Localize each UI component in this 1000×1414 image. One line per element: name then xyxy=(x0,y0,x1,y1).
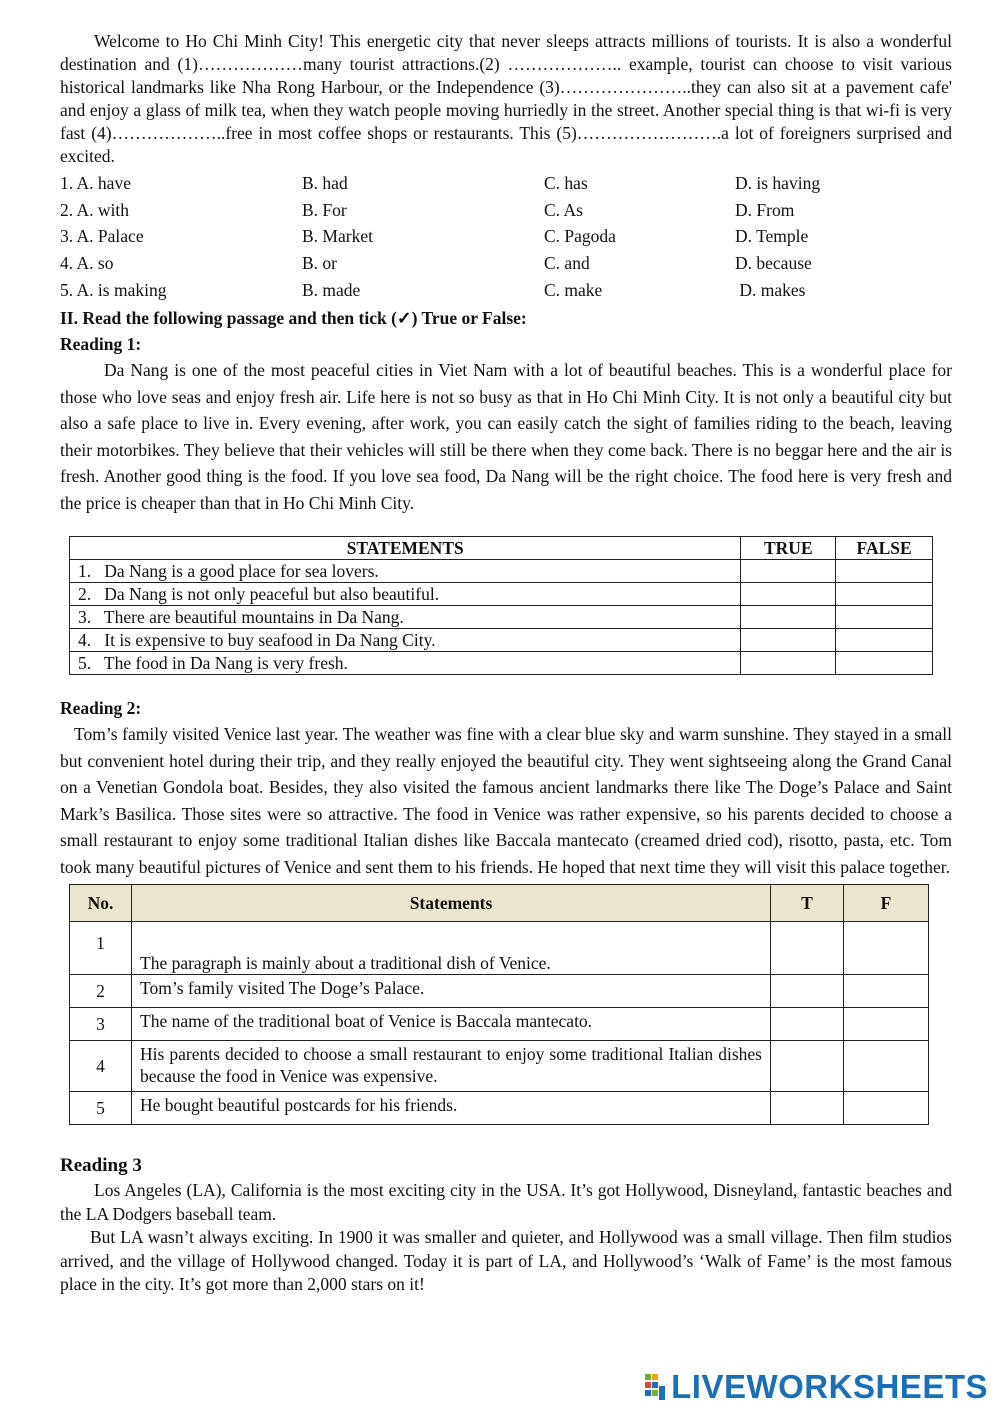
worksheet-page xyxy=(60,30,952,1297)
statement-text: He bought beautiful postcards for his friends. xyxy=(132,1092,771,1125)
option-d[interactable]: D. makes xyxy=(735,279,806,300)
option-d[interactable]: D. because xyxy=(735,252,812,273)
option-a[interactable]: 4. A. so xyxy=(60,252,114,273)
header-no: No. xyxy=(70,885,132,922)
statement-text: The paragraph is mainly about a traditional dish of Venice. xyxy=(132,922,771,975)
statement-text: The name of the traditional boat of Venice is Baccala mantecato. xyxy=(132,1008,771,1041)
option-c[interactable]: C. and xyxy=(544,252,590,273)
option-c[interactable]: C. Pagoda xyxy=(544,226,616,247)
header-statements: STATEMENTS xyxy=(70,537,741,560)
option-a[interactable]: 2. A. with xyxy=(60,199,130,220)
option-c[interactable]: C. As xyxy=(544,199,583,220)
option-d[interactable]: D. is having xyxy=(735,172,821,193)
reading-3-heading: Reading 3 xyxy=(60,1155,142,1177)
liveworksheets-logo xyxy=(645,1368,988,1406)
option-b[interactable]: B. or xyxy=(302,252,337,273)
table-row xyxy=(70,629,933,652)
option-a[interactable]: 3. A. Palace xyxy=(60,226,144,247)
reading-2-heading: Reading 2: xyxy=(60,698,142,719)
true-cell[interactable] xyxy=(741,560,836,583)
option-d[interactable]: D. From xyxy=(735,199,795,220)
true-cell[interactable] xyxy=(771,1041,844,1092)
true-cell[interactable] xyxy=(741,606,836,629)
option-row xyxy=(60,250,952,277)
true-cell[interactable] xyxy=(771,1092,844,1125)
row-number: 2 xyxy=(70,975,132,1008)
section-title: II. Read the following passage and then tick (✓) True or False: xyxy=(60,308,527,329)
statement-text: 5. The food in Da Nang is very fresh. xyxy=(70,652,741,675)
option-a[interactable]: 5. A. is making xyxy=(60,279,167,300)
statement-text: 3. There are beautiful mountains in Da Nang. xyxy=(70,606,741,629)
option-b[interactable]: B. made xyxy=(302,279,361,300)
false-cell[interactable] xyxy=(844,922,929,975)
false-cell[interactable] xyxy=(836,629,933,652)
false-cell[interactable] xyxy=(836,606,933,629)
false-cell[interactable] xyxy=(836,560,933,583)
statement-text: His parents decided to choose a small restaurant to enjoy some traditional Italian dishes because the food in Venice was expensive. xyxy=(132,1041,771,1092)
row-number: 1 xyxy=(70,922,132,975)
statement-text: 2. Da Nang is not only peaceful but also beautiful. xyxy=(70,583,741,606)
false-cell[interactable] xyxy=(836,583,933,606)
table-row xyxy=(70,652,933,675)
option-row xyxy=(60,223,952,250)
header-true: TRUE xyxy=(741,537,836,560)
false-cell[interactable] xyxy=(844,1008,929,1041)
option-row xyxy=(60,197,952,224)
reading-3-paragraph-2: But LA wasn’t always exciting. In 1900 it was smaller and quieter, and Hollywood was a small village. Then film studios arrived, and the village of Hollywood changed. Today it is part of LA, and Hollywood’s ‘Walk of Fame’ is the most famous place in the city. It’s got more than 2,000 stars on it! xyxy=(60,1227,952,1295)
option-a[interactable]: 1. A. have xyxy=(60,172,131,193)
row-number: 4 xyxy=(70,1041,132,1092)
table-row xyxy=(70,975,929,1008)
true-cell[interactable] xyxy=(771,922,844,975)
statement-text: 1. Da Nang is a good place for sea lovers. xyxy=(70,560,741,583)
table-row xyxy=(70,1092,929,1125)
liveworksheets-logo-icon xyxy=(645,1372,667,1402)
answer-options xyxy=(60,170,952,303)
header-statements: Statements xyxy=(132,885,771,922)
row-number: 3 xyxy=(70,1008,132,1041)
logo-text: LIVEWORKSHEETS xyxy=(671,1368,988,1405)
false-cell[interactable] xyxy=(844,1092,929,1125)
intro-passage: Welcome to Ho Chi Minh City! This energetic city that never sleeps attracts millions of tourists. It is also a wonderful destination and (1)………………many tourist attractions.(2) ……………….. example, tourist can choose to visit various historical landmarks like Nha Rong Harbour, or the Independence (3)…………………..they can also sit at a pavement cafe' and enjoy a glass of milk tea, when they watch people moving hurriedly in the street. Another special thing is that wi-fi is very fast (4)………………..free in most coffee shops or restaurants. This (5)…………………….a lot of foreigners surprised and excited. xyxy=(60,31,952,166)
table-row xyxy=(70,560,933,583)
true-cell[interactable] xyxy=(741,652,836,675)
reading-1-heading: Reading 1: xyxy=(60,334,142,355)
row-number: 5 xyxy=(70,1092,132,1125)
option-c[interactable]: C. make xyxy=(544,279,603,300)
option-d[interactable]: D. Temple xyxy=(735,226,809,247)
reading-2-passage: Tom’s family visited Venice last year. The weather was fine with a clear blue sky and warm sunshine. They stayed in a small but convenient hotel during their trip, and they really enjoyed the beautiful city. They went sightseeing along the Grand Canal on a Venetian Gondola boat. Besides, they also visited the famous ancient landmarks there like The Doge’s Palace and Saint Mark’s Basilica. Those sites were so attractive. The food in Venice was rather expensive, so his parents decided to choose a small restaurant to enjoy some traditional Italian dishes like Baccala mantecato (creamed dried cod), risotto, pasta, etc. Tom took many beautiful pictures of Venice and sent them to his friends. He hoped that next time they will visit this palace together. xyxy=(60,724,952,877)
true-cell[interactable] xyxy=(741,629,836,652)
true-cell[interactable] xyxy=(741,583,836,606)
reading-1-passage: Da Nang is one of the most peaceful cities in Viet Nam with a lot of beautiful beaches. This is a wonderful place for those who love seas and enjoy fresh air. Life here is not so busy as that in Ho Chi Minh City. It is not only a beautiful city but also a safe place to live in. Every evening, after work, you can easily catch the sight of families riding to the beach, leaving their motorbikes. They believe that their vehicles will still be there when they come back. There is no beggar here and the air is fresh. Another good thing is the food. If you love sea food, Da Nang will be the right choice. The food here is very fresh and the price is cheaper than that in Ho Chi Minh City. xyxy=(60,360,952,513)
false-cell[interactable] xyxy=(844,975,929,1008)
option-row xyxy=(60,170,952,197)
table-row xyxy=(70,922,929,975)
false-cell[interactable] xyxy=(836,652,933,675)
header-f: F xyxy=(844,885,929,922)
statement-text: Tom’s family visited The Doge’s Palace. xyxy=(132,975,771,1008)
header-t: T xyxy=(771,885,844,922)
table-row xyxy=(70,1008,929,1041)
option-row xyxy=(60,277,952,304)
false-cell[interactable] xyxy=(844,1041,929,1092)
table-row xyxy=(70,1041,929,1092)
reading-2-table xyxy=(69,884,929,1125)
option-b[interactable]: B. Market xyxy=(302,226,373,247)
true-cell[interactable] xyxy=(771,1008,844,1041)
header-false: FALSE xyxy=(836,537,933,560)
option-b[interactable]: B. had xyxy=(302,172,348,193)
table-row xyxy=(70,583,933,606)
reading-3-paragraph-1: Los Angeles (LA), California is the most exciting city in the USA. It’s got Hollywood, Disneyland, fantastic beaches and the LA Dodgers baseball team. xyxy=(60,1180,952,1224)
reading-1-table xyxy=(69,536,933,675)
option-c[interactable]: C. has xyxy=(544,172,588,193)
true-cell[interactable] xyxy=(771,975,844,1008)
table-row xyxy=(70,606,933,629)
statement-text: 4. It is expensive to buy seafood in Da Nang City. xyxy=(70,629,741,652)
option-b[interactable]: B. For xyxy=(302,199,347,220)
